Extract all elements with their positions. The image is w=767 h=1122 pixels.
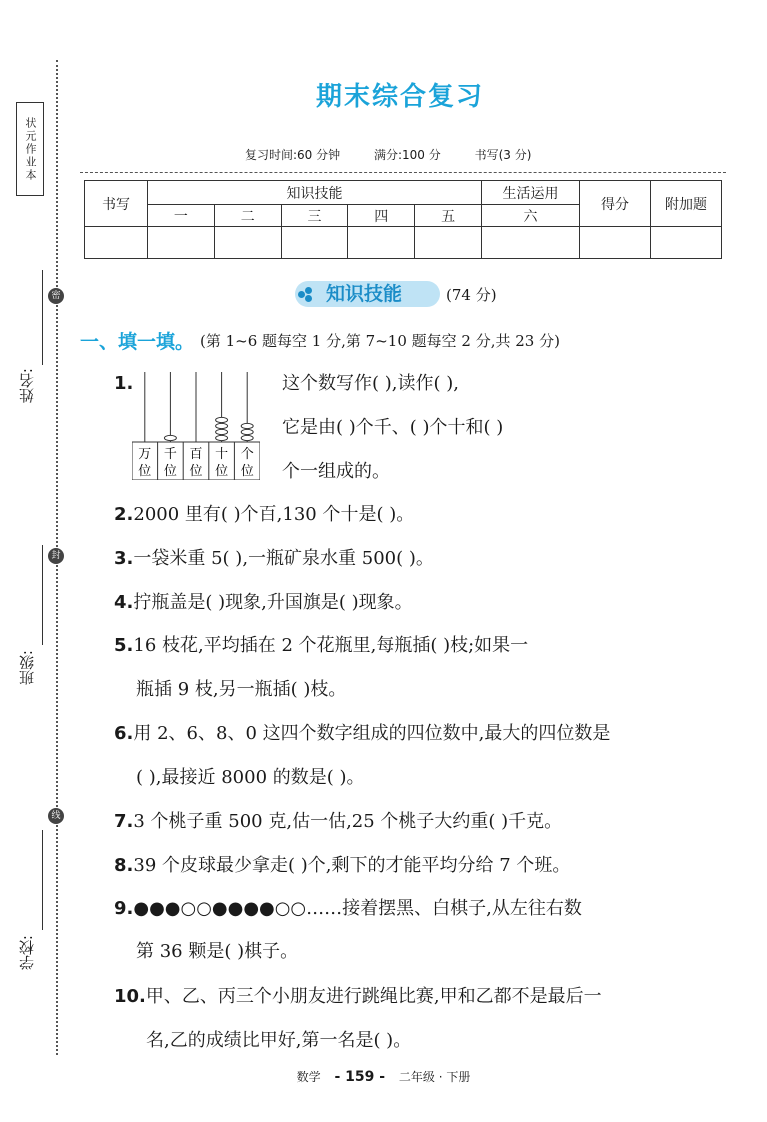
q3-text: 一袋米重 5( ),一瓶矿泉水重 500( )。 — [133, 548, 434, 569]
th-knowledge: 知识技能 — [148, 181, 482, 205]
exam-full-score: 满分:100 分 — [373, 148, 441, 162]
score-cell-1[interactable] — [148, 227, 215, 259]
question-2 — [114, 503, 414, 527]
q5-number: 5. — [114, 635, 134, 656]
school-field[interactable] — [12, 830, 38, 980]
th-col-6: 六 — [482, 205, 580, 227]
footer-page-number: - 159 - — [334, 1069, 386, 1085]
q7-number: 7. — [114, 811, 134, 832]
question-8 — [114, 854, 570, 878]
q7-text: 3 个桃子重 500 克,估一估,25 个桃子大约重( )千克。 — [133, 811, 563, 832]
q6-line-1: 用 2、6、8、0 这四个数字组成的四位数中,最大的四位数是 — [133, 723, 611, 744]
score-cell-4[interactable] — [348, 227, 415, 259]
th-col-4: 四 — [348, 205, 415, 227]
abacus-bead — [164, 435, 176, 440]
abacus-bead — [216, 435, 228, 440]
score-cell-3[interactable] — [281, 227, 348, 259]
brand-label: 状元作业本 — [16, 102, 44, 196]
exam-time: 复习时间:60 分钟 — [245, 148, 341, 162]
section-badge-points: (74 分) — [446, 286, 497, 304]
question-10 — [114, 985, 602, 1009]
abacus-bead — [241, 429, 253, 434]
q1-line-2: 它是由( )个千、( )个十和( ) — [282, 417, 504, 438]
section-1-title: 一、填一填。 — [80, 331, 195, 353]
q9-line-1: ●●●○○●●●●○○……接着摆黑、白棋子,从左往右数 — [133, 898, 582, 919]
q8-text: 39 个皮球最少拿走( )个,剩下的才能平均分给 7 个班。 — [133, 855, 571, 876]
score-cell-total[interactable] — [580, 227, 651, 259]
score-cell-2[interactable] — [214, 227, 281, 259]
q2-number: 2. — [114, 504, 134, 525]
page-footer — [0, 1068, 767, 1085]
abacus-place-label: 十 — [215, 447, 229, 462]
class-label: 班级: — [18, 650, 36, 686]
th-col-5: 五 — [415, 205, 482, 227]
th-col-3: 三 — [281, 205, 348, 227]
th-col-2: 二 — [214, 205, 281, 227]
abacus-place-label: 个 — [240, 447, 254, 462]
class-underline — [42, 545, 43, 645]
q8-number: 8. — [114, 855, 134, 876]
question-3 — [114, 547, 434, 571]
page-title: 期末综合复习 — [315, 82, 484, 112]
th-writing: 书写 — [85, 181, 148, 227]
score-cell-6[interactable] — [482, 227, 580, 259]
seal-mark-xian: 线 — [48, 808, 64, 824]
section-badge-text: 知识技能 — [326, 283, 403, 305]
badge-dots-icon — [298, 287, 318, 303]
abacus-labels — [138, 442, 253, 480]
q5-line-1: 16 枝花,平均插在 2 个花瓶里,每瓶插( )枝;如果一 — [133, 635, 529, 656]
school-underline — [42, 830, 43, 930]
q10-line-1: 甲、乙、丙三个小朋友进行跳绳比赛,甲和乙都不是最后一 — [145, 986, 602, 1007]
abacus-bead — [241, 435, 253, 440]
abacus-bead — [216, 423, 228, 428]
score-table — [84, 180, 722, 259]
q9-number: 9. — [114, 898, 134, 919]
seal-mark-feng: 封 — [48, 548, 64, 564]
th-bonus: 附加题 — [651, 181, 722, 227]
th-score: 得分 — [580, 181, 651, 227]
question-4 — [114, 591, 413, 615]
q1-line-3: 个一组成的。 — [282, 461, 390, 482]
th-col-1: 一 — [148, 205, 215, 227]
question-9 — [114, 897, 582, 921]
question-7 — [114, 810, 562, 834]
abacus-place-label: 千 — [163, 447, 177, 462]
name-field[interactable] — [12, 270, 38, 420]
q3-number: 3. — [114, 548, 134, 569]
abacus-bead — [216, 429, 228, 434]
score-cell-bonus[interactable] — [651, 227, 722, 259]
q6-number: 6. — [114, 723, 134, 744]
abacus-bead — [241, 423, 253, 428]
abacus-rods — [145, 372, 247, 442]
exam-info — [245, 146, 561, 163]
question-6 — [114, 722, 610, 746]
q6-line-2: ( ),最接近 8000 的数是( )。 — [136, 767, 365, 788]
seal-mark-mi: 密 — [48, 288, 64, 304]
footer-grade: 二年级 · 下册 — [398, 1070, 471, 1084]
q9-line-2: 第 36 颗是( )棋子。 — [136, 941, 299, 962]
school-label: 学校: — [18, 935, 36, 971]
abacus-place-label: 位 — [240, 464, 254, 479]
question-5 — [114, 634, 528, 658]
q10-line-2: 名,乙的成绩比甲好,第一名是( )。 — [146, 1030, 412, 1051]
section-1-note: (第 1~6 题每空 1 分,第 7~10 题每空 2 分,共 23 分) — [200, 332, 560, 350]
score-cell-writing[interactable] — [85, 227, 148, 259]
exam-writing-score: 书写(3 分) — [474, 148, 532, 162]
q4-number: 4. — [114, 592, 134, 613]
abacus-place-label: 位 — [215, 464, 229, 479]
abacus-beads — [164, 417, 253, 440]
class-field[interactable] — [12, 545, 38, 705]
q10-number: 10. — [114, 986, 146, 1007]
abacus-figure — [132, 372, 260, 480]
abacus-place-label: 位 — [138, 464, 152, 479]
name-label: 姓名: — [18, 368, 36, 404]
abacus-bead — [216, 417, 228, 422]
th-life: 生活运用 — [482, 181, 580, 205]
name-underline — [42, 270, 43, 365]
abacus-place-label: 位 — [189, 464, 203, 479]
q1-number: 1. — [114, 373, 134, 394]
q5-line-2: 瓶插 9 枝,另一瓶插( )枝。 — [136, 679, 347, 700]
abacus-place-label: 百 — [189, 447, 203, 462]
footer-subject: 数学 — [296, 1070, 321, 1084]
abacus-place-label: 万 — [138, 447, 152, 462]
score-cell-5[interactable] — [415, 227, 482, 259]
abacus-place-label: 位 — [163, 464, 177, 479]
q4-text: 拧瓶盖是( )现象,升国旗是( )现象。 — [133, 592, 413, 613]
q1-line-1: 这个数写作( ),读作( ), — [282, 373, 459, 394]
q2-text: 2000 里有( )个百,130 个十是( )。 — [133, 504, 415, 525]
header-dashed-rule — [80, 172, 726, 173]
